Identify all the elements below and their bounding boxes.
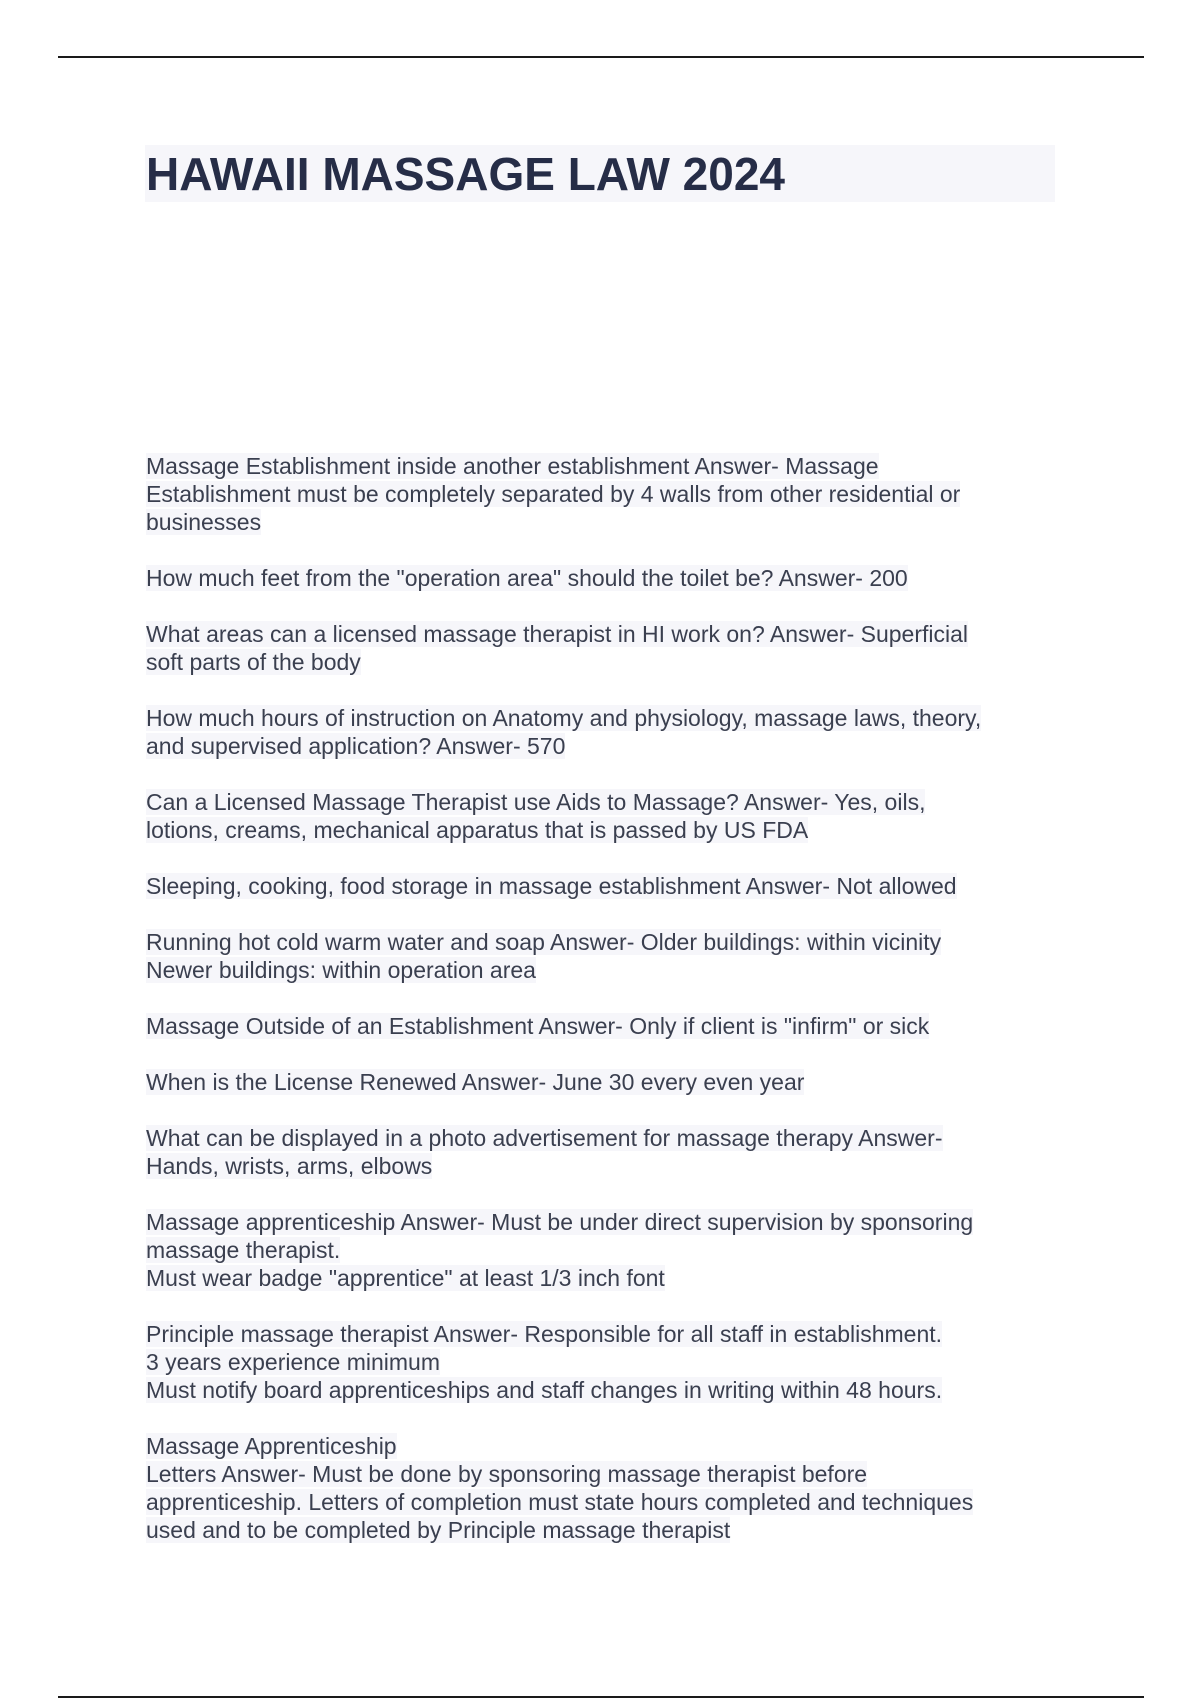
qa-text: Massage Outside of an Establishment Answer- Only if client is "infirm" or sick: [146, 1013, 930, 1039]
qa-item: [146, 1208, 1066, 1292]
qa-item: [146, 620, 1066, 676]
qa-item: [146, 1432, 1066, 1544]
qa-item: [146, 704, 1066, 760]
qa-list: [146, 452, 1066, 1572]
qa-item: [146, 872, 1066, 900]
qa-text: Running hot cold warm water and soap Answer- Older buildings: within vicinity Newer buildings: within operation area: [146, 929, 942, 983]
qa-item: [146, 1320, 1066, 1404]
qa-text: Massage Establishment inside another establishment Answer- Massage Establishment must be completely separated by 4 walls from other residential or businesses: [146, 453, 961, 535]
qa-text: Massage apprenticeship Answer- Must be under direct supervision by sponsoring massage therapist. Must wear badge "apprentice" at least 1/3 inch font: [146, 1209, 974, 1291]
qa-text: What can be displayed in a photo advertisement for massage therapy Answer- Hands, wrists, arms, elbows: [146, 1125, 943, 1179]
qa-item: [146, 788, 1066, 844]
bottom-rule: [58, 1696, 1144, 1698]
qa-item: [146, 452, 1066, 536]
qa-item: [146, 1012, 1066, 1040]
qa-item: [146, 928, 1066, 984]
qa-item: [146, 564, 1066, 592]
qa-text: Can a Licensed Massage Therapist use Aids to Massage? Answer- Yes, oils, lotions, creams, mechanical apparatus that is passed by US FDA: [146, 789, 926, 843]
qa-text: Sleeping, cooking, food storage in massage establishment Answer- Not allowed: [146, 873, 957, 899]
qa-item: [146, 1124, 1066, 1180]
qa-text: Principle massage therapist Answer- Responsible for all staff in establishment. 3 years experience minimum Must notify board apprenticeships and staff changes in writing within 48 hours.: [146, 1321, 943, 1403]
qa-text: Massage Apprenticeship Letters Answer- Must be done by sponsoring massage therapist before apprenticeship. Letters of completion must state hours completed and techniques used and to be completed by Principle massage therapist: [146, 1433, 974, 1543]
qa-item: [146, 1068, 1066, 1096]
qa-text: What areas can a licensed massage therapist in HI work on? Answer- Superficial soft parts of the body: [146, 621, 969, 675]
top-rule: [58, 56, 1144, 58]
qa-text: How much hours of instruction on Anatomy and physiology, massage laws, theory, and supervised application? Answer- 570: [146, 705, 982, 759]
qa-text: When is the License Renewed Answer- June 30 every even year: [146, 1069, 805, 1095]
qa-text: How much feet from the "operation area" should the toilet be? Answer- 200: [146, 565, 908, 591]
page-title: HAWAII MASSAGE LAW 2024: [146, 148, 786, 200]
